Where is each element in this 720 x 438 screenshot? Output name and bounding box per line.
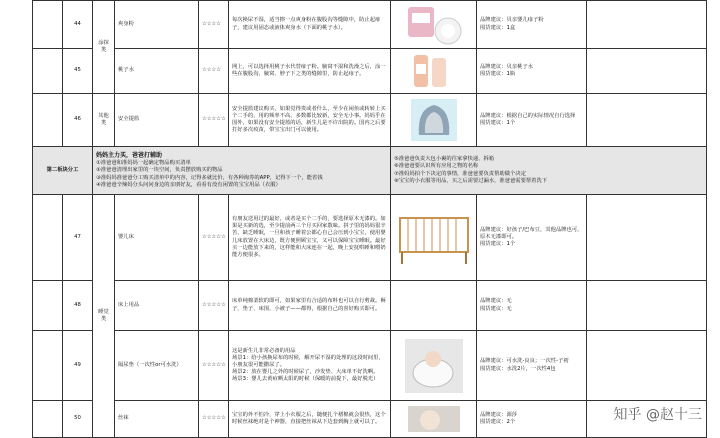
- table-row: [33, 49, 707, 94]
- importance-stars: ☆☆☆☆: [199, 49, 229, 94]
- stock-suggestion: 囤货建议：1瓶: [480, 71, 516, 77]
- notes-cell: [587, 331, 707, 401]
- table-row: [33, 281, 707, 331]
- stock-suggestion: 囤货建议：1盒: [480, 24, 516, 31]
- table-row: [33, 401, 707, 438]
- tip-line: ④准爸爸辛辣妈分头问问身边的亲朋好友，看看有没有闲置的宝宝用品（衣服）: [96, 181, 281, 188]
- item-number: 45: [63, 49, 93, 94]
- item-description: 每次换尿不湿，适当擦一点爽身粉在腹股沟等缝隙中，防止起痱子，建议用固态或液体爽身水（下面的桃子水）。: [229, 1, 391, 49]
- importance-stars: ☆☆☆☆☆: [199, 281, 229, 331]
- item-description: 有朋友送用过的最好，或者是买个二手的，要选择原木无漆的。如果是买新的选，至少提前两三个月买回家散味。拼子里的妈妈很辛苦，缺乏睡眠，一旦和孩子睡着公都心自己会压到小宝宝，使用婴儿床放置在大床边，既方便照顾宝宝，又可以保障宝宝睡眠。最好买一边能放下来的，这样能和大床连在一起，晚上安抚哄睡和喂奶能方便很多。: [229, 195, 391, 281]
- notes-cell: [587, 1, 707, 49]
- importance-stars: ☆☆☆☆☆: [199, 195, 229, 281]
- brand-suggestion: 品牌建议：根据自己的实际情况自行选择: [480, 112, 576, 119]
- stage-tips-right: [391, 147, 707, 195]
- tip-line: ②准爸爸清理出家里的一块空间，负责摆放购买的物品: [96, 167, 223, 174]
- car-seat-image: [409, 97, 459, 143]
- category-cell: 涂抹类: [93, 1, 115, 94]
- row-number: [33, 94, 63, 147]
- tip-line: ⑤准爸爸负责大包小裹的往家拿快递、拆箱: [394, 156, 495, 163]
- item-name: 婴儿床: [115, 195, 199, 281]
- crib-image: [396, 208, 472, 268]
- item-name: 床上用品: [115, 281, 199, 331]
- brand-suggestion: 品牌建议：贝亲婴儿痱子粉: [480, 17, 544, 24]
- stocking-image: [406, 404, 462, 434]
- recommendation-cell: [477, 401, 587, 438]
- item-name: 爽身粉: [115, 1, 199, 49]
- importance-stars: ☆☆☆☆: [199, 1, 229, 49]
- brand-suggestion: 品牌建议：贝亲桃子水: [480, 63, 533, 70]
- item-number: 50: [63, 401, 93, 438]
- importance-stars: ☆☆☆☆☆: [199, 401, 229, 438]
- product-image-cell: [391, 94, 477, 147]
- row-number: [33, 331, 63, 401]
- recommendation-cell: [477, 331, 587, 401]
- stock-suggestion: 囤货建议：水洗2片，一次性4包: [480, 365, 556, 372]
- product-image-cell: [391, 401, 477, 438]
- powder-product-image: [404, 5, 464, 45]
- recommendation-cell: [477, 195, 587, 281]
- item-number: 46: [63, 94, 93, 147]
- stock-suggestion: 囤货建议：1个: [480, 120, 516, 126]
- table-row: [33, 331, 707, 401]
- item-description: 网上，可以选择用桃子水代替痱子粉。腋窝不湿和洗澡之后，涂一些在腹股沟、腋窝、脖子下之类的缝隙里，防止起痱子。: [229, 49, 391, 94]
- notes-cell: [587, 195, 707, 281]
- watermark-text: 知乎 @赵十三: [613, 407, 702, 423]
- stock-suggestion: 囤货建议：无: [480, 305, 512, 312]
- notes-cell: [587, 281, 707, 331]
- stage-tips-left: [93, 147, 391, 195]
- notes-cell: [587, 94, 707, 147]
- item-description: 安全提篮建议购买，如果觉得贵或者什么，至少在闲鱼或转转上买个二手的，用的频率不高，多数都比较新，安全无小事。妈妈乎在国外，如果没有安全提篮的话，新生儿是不许出院的。国内之后要打好多次疫苗，带宝宝出门可以使用。: [229, 94, 391, 147]
- stage-tips-title: 妈妈主力买，爸爸打辅助: [96, 152, 163, 160]
- item-description: 床单纯棉柔软的即可，如果家里有合适的布料也可以自行剪裁。褥子、垫子、床围、小被子——都得，根据自己的喜好购买即可。: [229, 281, 391, 331]
- stage-label: 第二板块分工: [33, 147, 93, 195]
- product-image-cell: [391, 1, 477, 49]
- tip-line: ①准爸爸和准妈妈一起确定物品购买清单: [96, 160, 191, 167]
- brand-suggestion: 品牌建议：可水洗-良良；一次性-子初: [480, 358, 569, 365]
- tip-line: ③准妈妈准爸爸分工购买清单中的内容，记得多就比价，有各种淘券的APP，记得下一个，能省钱: [96, 174, 323, 181]
- item-name: 安全提篮: [115, 94, 199, 147]
- brand-suggestion: 品牌建议：源莎: [480, 411, 518, 418]
- importance-stars: ☆☆☆☆☆: [199, 94, 229, 147]
- item-number: 47: [63, 195, 93, 281]
- table-row: [33, 195, 707, 281]
- importance-stars: ☆☆☆☆☆: [199, 331, 229, 401]
- row-number: [33, 49, 63, 94]
- brand-suggestion: 品牌建议：无: [480, 298, 512, 305]
- row-number: [33, 281, 63, 331]
- item-name: 隔尿垫（一次性or可水洗）: [115, 331, 199, 401]
- item-number: 49: [63, 331, 93, 401]
- pad-image: [403, 337, 465, 395]
- brand-suggestion: 品牌建议：好孩子/巴布豆，其他品牌也可，原木无漆即可。: [480, 226, 583, 240]
- item-description: 宝宝的外不怕冷，穿上小衣服之后，随便扎个褶棉就会很热，这个时候丝袜绝对是个神器，直接把丝袜从下边套到胸上就可以了。: [229, 401, 391, 438]
- stock-suggestion: 囤货建议：1个: [480, 241, 516, 248]
- item-number: 48: [63, 281, 93, 331]
- stock-suggestion: 囤货建议：2个: [480, 419, 516, 425]
- table-row: [33, 94, 707, 147]
- tip-line: ⑧宝宝的小衣服等用品，买之后需要过漏水，准爸爸需要帮着洗下: [394, 177, 548, 184]
- peach-water-image: [404, 52, 464, 90]
- recommendation-cell: [477, 1, 587, 49]
- row-number: [33, 1, 63, 49]
- row-number: [33, 401, 63, 438]
- product-image-cell: [391, 281, 477, 331]
- product-image-cell: [391, 331, 477, 401]
- item-name: 丝袜: [115, 401, 199, 438]
- recommendation-cell: [477, 94, 587, 147]
- product-image-cell: [391, 195, 477, 281]
- category-cell: 其他类: [93, 94, 115, 147]
- recommendation-cell: [477, 49, 587, 94]
- item-number: 44: [63, 1, 93, 49]
- table-row: [33, 1, 707, 49]
- stage-section-row: [33, 147, 707, 195]
- tip-line: ⑦准妈妈拍个下决定的事情，准爸爸要负责帮助做个决定: [394, 170, 526, 177]
- tip-line: ⑥准爸爸要认识所有应用之物的名称: [394, 163, 479, 170]
- recommendation-cell: [477, 281, 587, 331]
- shopping-list-table: [32, 0, 707, 438]
- row-number: [33, 195, 63, 281]
- product-image-cell: [391, 49, 477, 94]
- notes-cell: [587, 49, 707, 94]
- item-description: 这是新生儿非常必备的用品 场景1：给小孩换尿布的时候，解开尿不湿的处理的这段时间里，小朋友很可能撒尿了。 场景2：放在婴儿之外的时候尿了，沙发垫、大床单不好洗啊。 场景3：婴儿去黄疸晒太阳的时候（保暖的前提下，最好脱光）: [229, 331, 391, 401]
- item-name: 桃子水: [115, 49, 199, 94]
- category-cell: 睡觉类: [93, 195, 115, 438]
